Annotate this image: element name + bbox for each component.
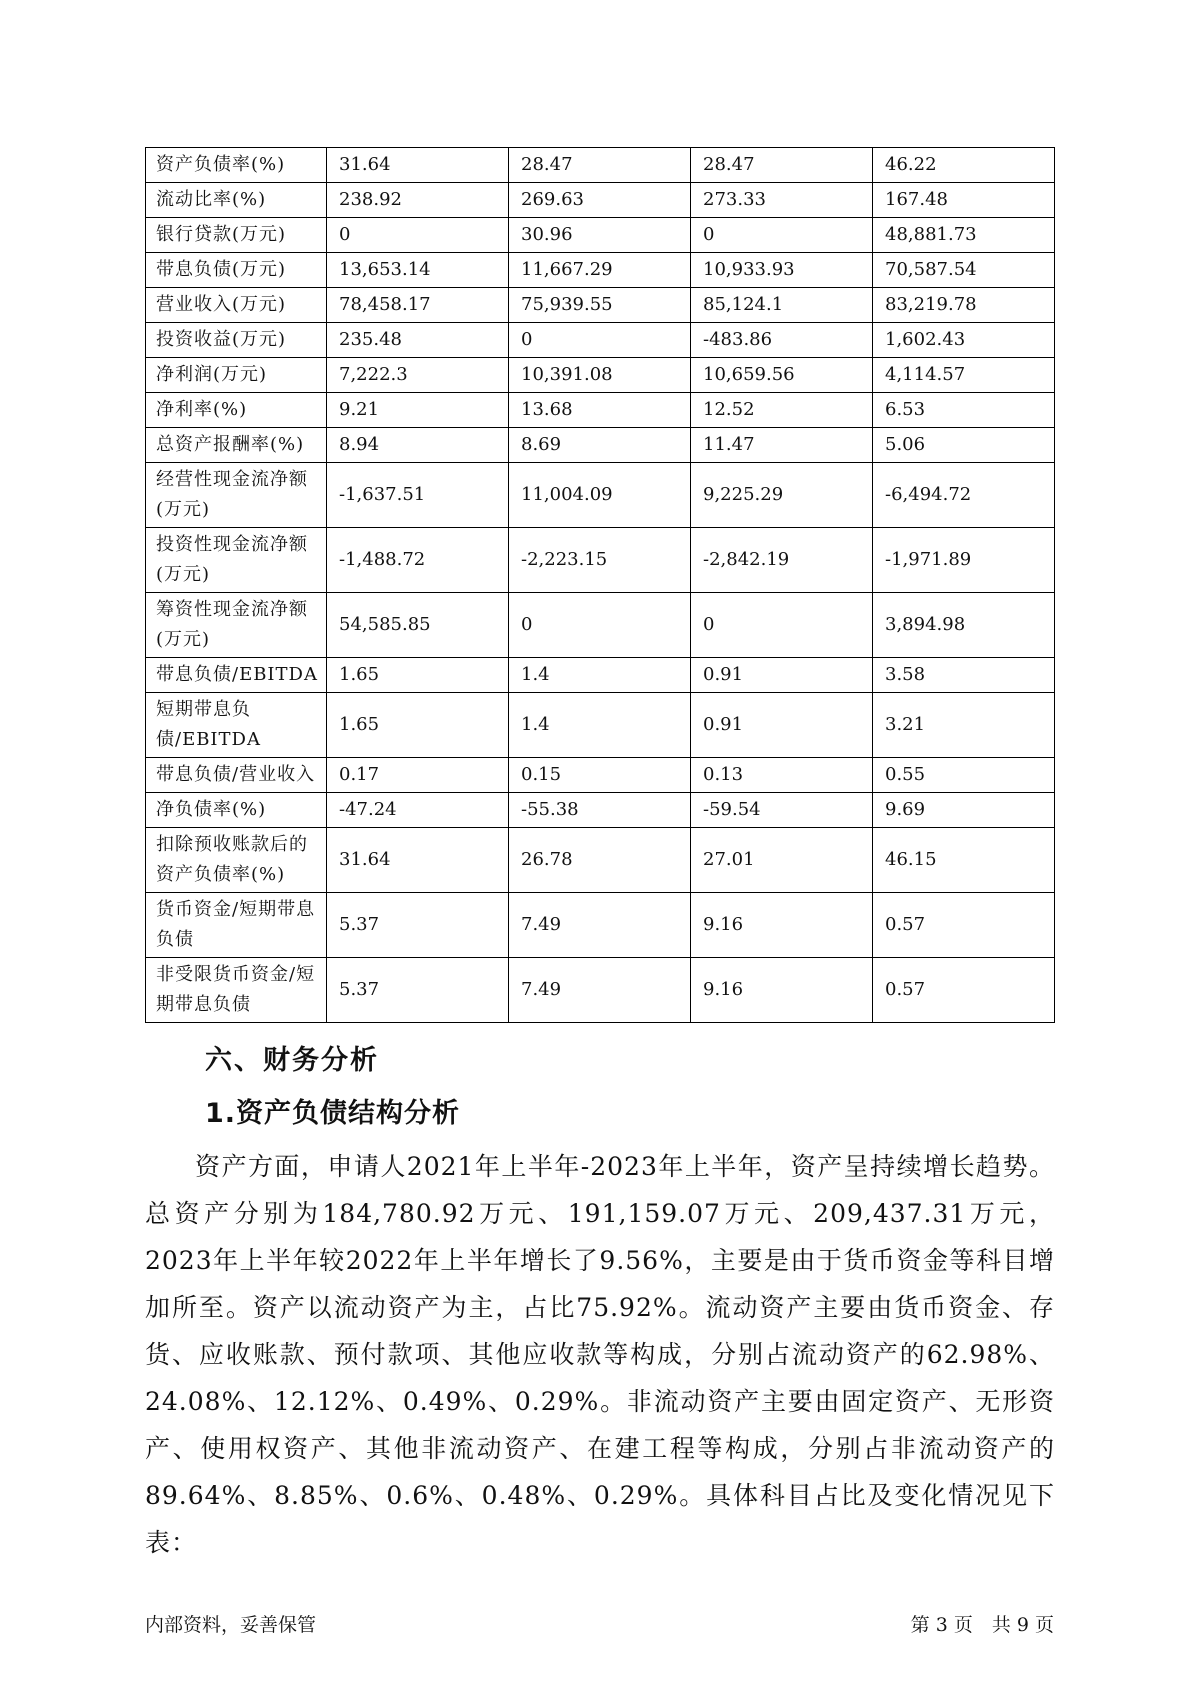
table-row: [146, 958, 1055, 1023]
table-cell: 28.47: [691, 148, 873, 183]
table-row: [146, 463, 1055, 528]
row-label: 净利率(%): [146, 393, 327, 428]
table-cell: 273.33: [691, 183, 873, 218]
table-cell: 1.4: [509, 693, 691, 758]
table-cell: 0.57: [873, 958, 1055, 1023]
table-cell: 31.64: [327, 148, 509, 183]
table-cell: 7.49: [509, 893, 691, 958]
table-cell: 46.15: [873, 828, 1055, 893]
row-label: 带息负债(万元): [146, 253, 327, 288]
table-row: [146, 323, 1055, 358]
table-cell: 4,114.57: [873, 358, 1055, 393]
table-cell: 13,653.14: [327, 253, 509, 288]
table-cell: 9.16: [691, 958, 873, 1023]
footer-confidential-note: 内部资料，妥善保管: [145, 1614, 317, 1636]
table-cell: 48,881.73: [873, 218, 1055, 253]
body-paragraph: 资产方面，申请人2021年上半年-2023年上半年，资产呈持续增长趋势。总资产分别为184,780.92万元、191,159.07万元、209,437.31万元，2023年上半年较2022年上半年增长了9.56%，主要是由于货币资金等科目增加所至。资产以流动资产为主，占比75.92%。流动资产主要由货币资金、存货、应收账款、预付款项、其他应收款等构成，分别占流动资产的62.98%、24.08%、12.12%、0.49%、0.29%。非流动资产主要由固定资产、无形资产、使用权资产、其他非流动资产、在建工程等构成，分别占非流动资产的89.64%、8.85%、0.6%、0.48%、0.29%。具体科目占比及变化情况见下表：: [145, 1152, 1055, 1557]
table-cell: 0: [327, 218, 509, 253]
row-label: 短期带息负债/EBITDA: [146, 693, 327, 758]
table-cell: 0.17: [327, 758, 509, 793]
row-label: 带息负债/EBITDA: [146, 658, 327, 693]
table-cell: 78,458.17: [327, 288, 509, 323]
table-cell: 269.63: [509, 183, 691, 218]
table-row: [146, 358, 1055, 393]
table-cell: 1.4: [509, 658, 691, 693]
table-row: [146, 693, 1055, 758]
table-cell: 1.65: [327, 693, 509, 758]
table-cell: 7.49: [509, 958, 691, 1023]
page-number: 第 3 页 共 9 页: [910, 1614, 1054, 1636]
table-cell: 75,939.55: [509, 288, 691, 323]
table-cell: -483.86: [691, 323, 873, 358]
table-row: [146, 183, 1055, 218]
table-cell: 0: [691, 218, 873, 253]
row-label: 经营性现金流净额(万元): [146, 463, 327, 528]
table-cell: 3,894.98: [873, 593, 1055, 658]
table-cell: 46.22: [873, 148, 1055, 183]
table-cell: 3.58: [873, 658, 1055, 693]
row-label: 流动比率(%): [146, 183, 327, 218]
row-label: 营业收入(万元): [146, 288, 327, 323]
table-cell: -59.54: [691, 793, 873, 828]
table-cell: 9.21: [327, 393, 509, 428]
table-cell: 0: [509, 323, 691, 358]
table-cell: -1,971.89: [873, 528, 1055, 593]
table-cell: 235.48: [327, 323, 509, 358]
table-cell: 9,225.29: [691, 463, 873, 528]
table-cell: 85,124.1: [691, 288, 873, 323]
table-cell: 54,585.85: [327, 593, 509, 658]
table-row: [146, 593, 1055, 658]
table-cell: -2,842.19: [691, 528, 873, 593]
table-cell: 27.01: [691, 828, 873, 893]
subsection-heading: 1.资产负债结构分析: [205, 1098, 461, 1129]
table-cell: 6.53: [873, 393, 1055, 428]
table-cell: 5.37: [327, 958, 509, 1023]
row-label: 资产负债率(%): [146, 148, 327, 183]
row-label: 筹资性现金流净额(万元): [146, 593, 327, 658]
table-row: [146, 528, 1055, 593]
table-cell: 0: [691, 593, 873, 658]
table-cell: 0.91: [691, 658, 873, 693]
row-label: 带息负债/营业收入: [146, 758, 327, 793]
table-cell: 12.52: [691, 393, 873, 428]
table-cell: 0.15: [509, 758, 691, 793]
table-cell: -1,637.51: [327, 463, 509, 528]
table-cell: 8.94: [327, 428, 509, 463]
table-row: [146, 893, 1055, 958]
table-cell: 3.21: [873, 693, 1055, 758]
table-row: [146, 393, 1055, 428]
table-cell: 8.69: [509, 428, 691, 463]
table-row: [146, 793, 1055, 828]
table-cell: -47.24: [327, 793, 509, 828]
row-label: 净负债率(%): [146, 793, 327, 828]
table-row: [146, 828, 1055, 893]
table-cell: 5.37: [327, 893, 509, 958]
table-row: [146, 428, 1055, 463]
table-row: [146, 758, 1055, 793]
table-cell: 0: [509, 593, 691, 658]
table-cell: 9.16: [691, 893, 873, 958]
table-cell: 30.96: [509, 218, 691, 253]
table-cell: 9.69: [873, 793, 1055, 828]
table-row: [146, 253, 1055, 288]
table-cell: 0.57: [873, 893, 1055, 958]
row-label: 净利润(万元): [146, 358, 327, 393]
table-cell: 10,391.08: [509, 358, 691, 393]
table-cell: 0.55: [873, 758, 1055, 793]
table-cell: -55.38: [509, 793, 691, 828]
table-cell: 5.06: [873, 428, 1055, 463]
table-cell: -2,223.15: [509, 528, 691, 593]
table-row: [146, 218, 1055, 253]
table-cell: 1,602.43: [873, 323, 1055, 358]
row-label: 扣除预收账款后的资产负债率(%): [146, 828, 327, 893]
row-label: 总资产报酬率(%): [146, 428, 327, 463]
table-cell: 11,667.29: [509, 253, 691, 288]
table-cell: 28.47: [509, 148, 691, 183]
table-cell: 13.68: [509, 393, 691, 428]
section-heading: 六、财务分析: [205, 1045, 379, 1076]
table-row: [146, 148, 1055, 183]
table-cell: -1,488.72: [327, 528, 509, 593]
table-cell: 0.13: [691, 758, 873, 793]
table-row: [146, 658, 1055, 693]
table-cell: 83,219.78: [873, 288, 1055, 323]
table-cell: 11,004.09: [509, 463, 691, 528]
table-cell: 70,587.54: [873, 253, 1055, 288]
table-cell: 167.48: [873, 183, 1055, 218]
table-cell: 26.78: [509, 828, 691, 893]
table-cell: 1.65: [327, 658, 509, 693]
row-label: 银行贷款(万元): [146, 218, 327, 253]
row-label: 投资收益(万元): [146, 323, 327, 358]
table-cell: 0.91: [691, 693, 873, 758]
table-row: [146, 288, 1055, 323]
table-cell: -6,494.72: [873, 463, 1055, 528]
table-cell: 31.64: [327, 828, 509, 893]
table-cell: 238.92: [327, 183, 509, 218]
row-label: 货币资金/短期带息负债: [146, 893, 327, 958]
financial-indicators-table: [145, 147, 1055, 1023]
table-cell: 10,933.93: [691, 253, 873, 288]
table-cell: 10,659.56: [691, 358, 873, 393]
table-cell: 7,222.3: [327, 358, 509, 393]
row-label: 投资性现金流净额(万元): [146, 528, 327, 593]
row-label: 非受限货币资金/短期带息负债: [146, 958, 327, 1023]
table-cell: 11.47: [691, 428, 873, 463]
